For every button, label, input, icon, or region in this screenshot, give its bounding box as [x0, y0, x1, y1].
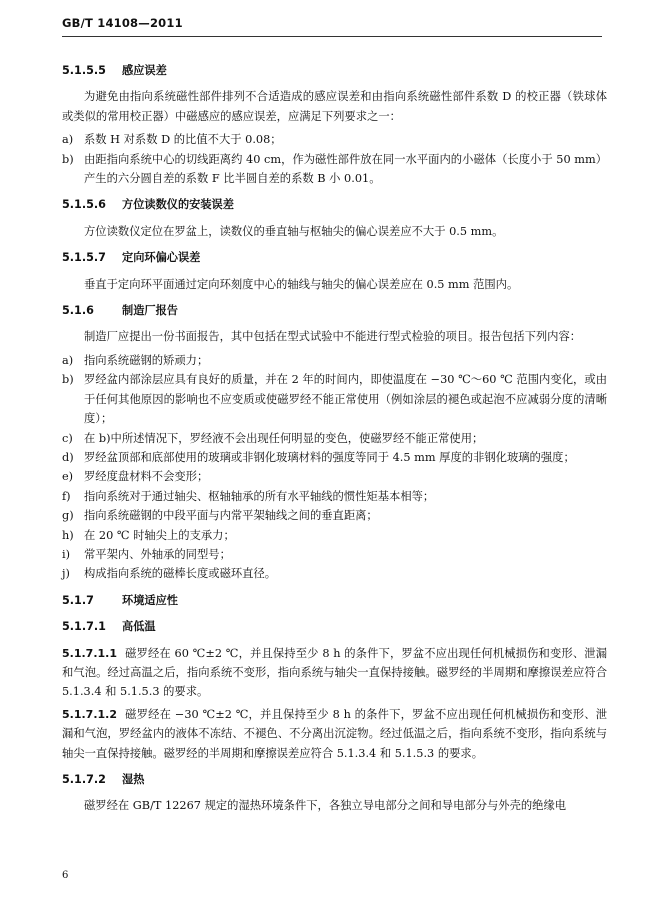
paragraph: 制造厂应提出一份书面报告，其中包括在型式试验中不能进行型式检验的项目。报告包括下列内容：: [84, 330, 582, 344]
list-item-label: h): [62, 528, 74, 542]
section-title: 定向环偏心误差: [122, 251, 201, 265]
section-number: 5.1.6: [62, 304, 94, 318]
list-item-label: f): [62, 489, 71, 503]
list-item-label: d): [62, 450, 74, 464]
section-heading-5-1-6: [62, 301, 607, 320]
list-item-text: 指向系统对于通过轴尖、枢轴轴承的所有水平轴线的惯性矩基本相等；: [84, 489, 435, 503]
list-item-text: 罗经度盘材料不会变形；: [84, 470, 209, 484]
list-item: [62, 506, 607, 525]
list-item: [62, 564, 607, 583]
section-heading-5-1-5-5: [62, 61, 607, 80]
list-item-text: 指向系统磁钢的中段平面与内常平架轴线之间的垂直距离；: [84, 509, 378, 523]
list-item-label: e): [62, 470, 74, 484]
section-title: 感应误差: [122, 64, 167, 77]
list-item: [62, 467, 607, 486]
section-number: 5.1.5.5: [62, 64, 106, 77]
paragraph: 方位读数仪定位在罗盆上，读数仪的垂直轴与枢轴尖的偏心误差应不大于 0.5 mm。: [84, 224, 504, 238]
list-item-text: 罗经盆内部涂层应具有良好的质量，并在 2 年的时间内，即使温度在 −30 ℃～60 ℃ 范围内变化，或由于任何其他原因的影响也不应变质或使磁罗经不能正常使用（例如涂层的褪色或起泡不应减弱分度的清晰度）；: [84, 373, 607, 426]
list-item-label: b): [62, 152, 74, 166]
section-heading-5-1-7: [62, 591, 607, 610]
list-item-text: 在 b)中所述情况下，罗经液不会出现任何明显的变色，使磁罗经不能正常使用；: [84, 431, 484, 445]
paragraph: 为避免由指向系统磁性部件排列不合适造成的感应误差和由指向系统磁性部件系数 D 的校正器（铁球体或类似的常用校正器）中磁感应的感应误差，应满足下列要求之一：: [62, 90, 607, 123]
list-item-label: j): [62, 567, 70, 581]
list-item-label: b): [62, 373, 74, 387]
section-number: 5.1.5.7: [62, 251, 106, 265]
section-number: 5.1.5.6: [62, 198, 106, 212]
list-item-text: 构成指向系统的磁棒长度或磁环直径。: [84, 567, 277, 581]
list-item: [62, 545, 607, 564]
section-heading-5-1-5-7: [62, 248, 607, 267]
list-item: [62, 526, 607, 545]
section-number: 5.1.7: [62, 593, 94, 607]
section-number: 5.1.7.2: [62, 773, 106, 786]
section-title: 高低温: [122, 620, 156, 634]
subclause-5-1-7-1-1: [62, 644, 607, 702]
section-title: 湿热: [122, 773, 145, 786]
section-title: 环境适应性: [122, 593, 178, 607]
list-item: [62, 150, 607, 189]
list-item: [62, 130, 607, 149]
subclause-number: 5.1.7.1.2: [62, 707, 117, 721]
list-item: [62, 487, 607, 506]
section-heading-5-1-7-1: [62, 617, 607, 636]
section-number: 5.1.7.1: [62, 620, 106, 634]
list-item: [62, 370, 607, 428]
page-number: 6: [62, 870, 69, 881]
section-title: 方位读数仪的安装误差: [122, 198, 234, 212]
standard-code-header: GB/T 14108—2011: [62, 16, 183, 30]
subclause-text: 磁罗经在 −30 ℃±2 ℃，并且保持至少 8 h 的条件下，罗盆不应出现任何机械损伤和变形、泄漏和气泡，罗经盆内的液体不冻结、不褪色、不分离出沉淀物。经过低温之后，指向系统不变形，指向系统与轴尖一直保持接触。磁罗经的半周期和摩擦误差应符合 5.1.3.4 和 5.1.5.3 的要求。: [62, 707, 607, 760]
list-item-text: 常平架内、外轴承的同型号；: [84, 547, 231, 561]
subclause-number: 5.1.7.1.1: [62, 646, 117, 660]
subclause-5-1-7-1-2: [62, 705, 607, 763]
list-item: [62, 351, 607, 370]
paragraph: 垂直于定向环平面通过定向环刻度中心的轴线与轴尖的偏心误差应在 0.5 mm 范围内。: [84, 277, 519, 291]
list-item: [62, 448, 607, 467]
list-item-label: g): [62, 509, 74, 523]
list-item-label: a): [62, 133, 74, 147]
subclause-text: 磁罗经在 60 ℃±2 ℃，并且保持至少 8 h 的条件下，罗盆不应出现任何机械损伤和变形、泄漏和气泡。经过高温之后，指向系统不变形，指向系统与轴尖一直保持接触。磁罗经的半周期和摩擦误差应符合 5.1.3.4 和 5.1.5.3 的要求。: [62, 646, 607, 699]
list-item-text: 指向系统磁钢的矫顽力；: [84, 353, 209, 367]
section-title: 制造厂报告: [122, 304, 178, 318]
list-item-label: a): [62, 353, 74, 367]
section-heading-5-1-5-6: [62, 195, 607, 214]
list-item-text: 系数 H 对系数 D 的比值不大于 0.08；: [84, 133, 282, 147]
paragraph: 磁罗经在 GB/T 12267 规定的湿热环境条件下，各独立导电部分之间和导电部分与外壳的绝缘电: [84, 799, 567, 813]
list-item-label: i): [62, 547, 71, 561]
section-heading-5-1-7-2: [62, 770, 607, 789]
list-item: [62, 429, 607, 448]
list-item-label: c): [62, 431, 73, 445]
document-body: [62, 54, 607, 820]
list-item-text: 由距指向系统中心的切线距离约 40 cm，作为磁性部件放在同一水平面内的小磁体（长度小于 50 mm）产生的六分圆自差的系数 F 比半圆自差的系数 B 小 0.01。: [84, 152, 607, 186]
list-item-text: 在 20 ℃ 时轴尖上的支承力；: [84, 528, 235, 542]
list-item-text: 罗经盆顶部和底部使用的玻璃或非钢化玻璃材料的强度等同于 4.5 mm 厚度的非钢化玻璃的强度；: [84, 450, 575, 464]
